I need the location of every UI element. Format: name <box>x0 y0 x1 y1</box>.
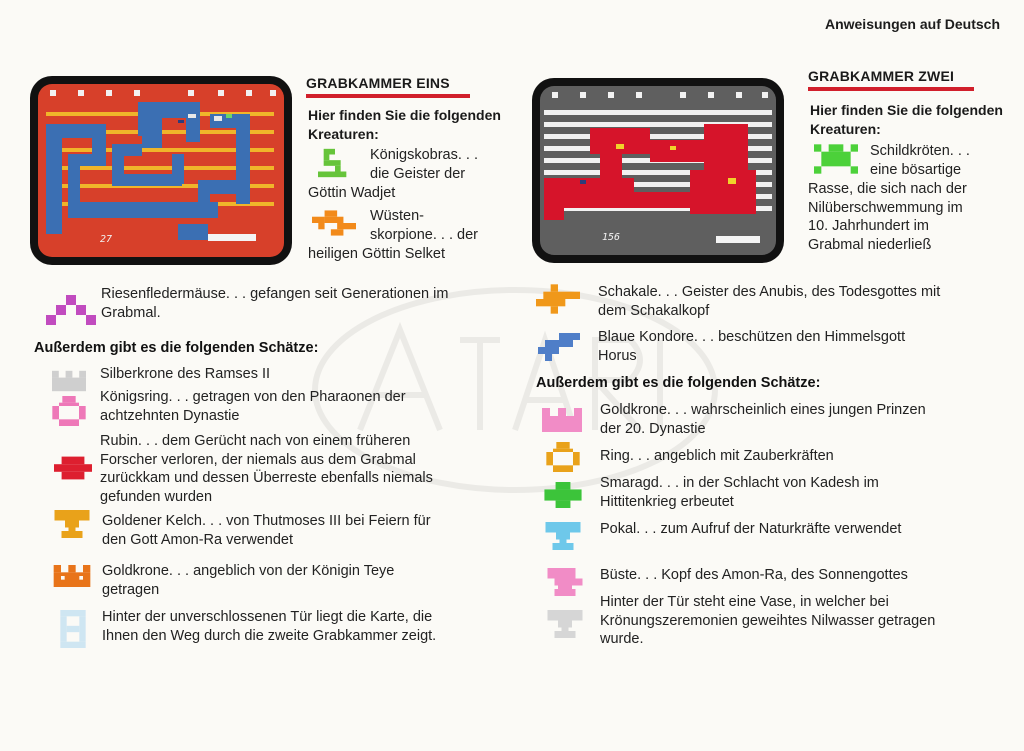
condor-icon <box>536 333 582 361</box>
goblet-icon <box>544 522 582 550</box>
gold-ring-icon <box>546 442 580 472</box>
silver-crown-icon <box>52 370 86 392</box>
ruby-text: Rubin. . . dem Gerücht nach von einem früheren Forscher verloren, der niemals aus dem Grabmal zurückkam und dessen Überreste ebenfalls niemals gefunden wurden <box>100 433 433 505</box>
vase-icon <box>546 610 584 638</box>
pink-crown-text: Goldkrone. . . wahrscheinlich eines jungen Prinzen der 20. Dynastie <box>600 402 926 437</box>
bat-text: Riesenfledermäuse. . . gefangen seit Generationen im Grabmal. <box>101 286 449 321</box>
tomb-one-title: GRABKAMMER EINS <box>306 75 470 98</box>
scorpion-text-2: skorpione. . . der <box>370 227 478 243</box>
tomb-one-screenshot <box>30 76 292 265</box>
bust-text: Büste. . . Kopf des Amon-Ra, des Sonnengottes <box>600 567 908 583</box>
chalice-text: Goldener Kelch. . . von Thutmoses III bei Feiern für den Gott Amon-Ra verwendet <box>102 513 431 548</box>
turtle-text: Schildkröten. . . eine bösartige <box>870 143 970 178</box>
tomb-two-intro: Hier finden Sie die folgenden Kreaturen: <box>810 102 1003 137</box>
scorpion-text-3: heiligen Göttin Selket <box>308 246 446 262</box>
gold-ring-text: Ring. . . angeblich mit Zauberkräften <box>600 448 834 464</box>
map-text: Hinter der unverschlossenen Tür liegt die Karte, die Ihnen den Weg durch die zweite Grabkammer zeigt. <box>102 609 437 644</box>
ring-icon <box>52 396 86 426</box>
jackal-text: Schakale. . . Geister des Anubis, des Todesgottes mit dem Schakalkopf <box>598 284 941 319</box>
tomb-two-screenshot <box>532 78 784 263</box>
silver-crown-text: Silberkrone des Ramses II <box>100 366 271 382</box>
gold-crown-text: Goldkrone. . . angeblich von der Königin Teye getragen <box>102 563 395 598</box>
cobra-text: Königskobras. . . <box>370 147 478 163</box>
cobra-text-3: Göttin Wadjet <box>308 185 396 201</box>
scorpion-icon <box>312 210 356 236</box>
ruby-icon <box>54 456 92 480</box>
scorpion-text: Wüsten- <box>370 208 424 224</box>
bust-icon <box>546 568 584 596</box>
tomb-one-treasures-heading: Außerdem gibt es die folgenden Schätze: <box>34 340 319 356</box>
condor-text: Blaue Kondore. . . beschützen den Himmelsgott Horus <box>598 329 906 364</box>
chalice-icon <box>54 510 90 538</box>
tomb-one-intro: Hier finden Sie die folgenden Kreaturen: <box>308 107 501 142</box>
jackal-icon <box>536 284 580 314</box>
pink-crown-icon <box>542 408 582 432</box>
cobra-icon <box>318 148 352 178</box>
vase-text: Hinter der Tür steht eine Vase, in welcher bei Krönungszeremonien geweihtes Nilwasser getragen wurde. <box>600 594 936 647</box>
cobra-text-2: die Geister der <box>370 166 466 182</box>
screen-two-score: 156 <box>602 232 621 243</box>
ring-text: Königsring. . . getragen von den Pharaonen der achtzehnten Dynastie <box>100 389 406 424</box>
goblet-text: Pokal. . . zum Aufruf der Naturkräfte verwendet <box>600 521 902 537</box>
emerald-text: Smaragd. . . in der Schlacht von Kadesh im Hittitenkrieg erbeutet <box>600 475 879 510</box>
tomb-two-title: GRABKAMMER ZWEI <box>808 68 974 91</box>
gold-crown-icon <box>52 565 92 587</box>
screen-one-score: 27 <box>100 234 113 245</box>
bat-icon <box>46 295 96 325</box>
tomb-two-treasures-heading: Außerdem gibt es die folgenden Schätze: <box>536 375 821 391</box>
turtle-text-2: Rasse, die sich nach der Nilüberschwemmung im 10. Jahrhundert im Grabmal niederließ <box>808 181 967 253</box>
emerald-icon <box>544 482 582 508</box>
map-icon <box>60 610 86 648</box>
language-header: Anweisungen auf Deutsch <box>824 16 1000 32</box>
turtle-icon <box>814 144 858 174</box>
